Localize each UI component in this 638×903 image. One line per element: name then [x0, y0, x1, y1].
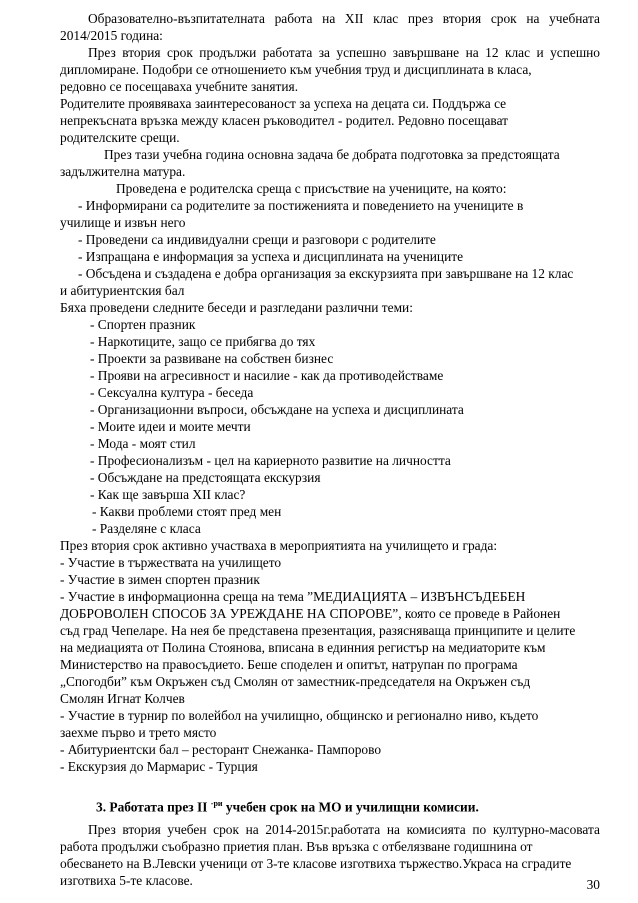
list-item: - Мода - моят стил	[90, 436, 196, 451]
list-item: ДОБРОВОЛЕН СПОСОБ ЗА УРЕЖДАНЕ НА СПОРОВЕ”, която се проведе в Районен	[60, 606, 561, 621]
list-item: - Организационни въпроси, обсъждане на успеха и дисциплината	[90, 402, 464, 417]
paragraph-line: - Проведени са индивидуални срещи и разговори с родителите	[78, 232, 436, 247]
list-item: - Обсъждане на предстоящата екскурзия	[90, 470, 321, 485]
paragraph-line: - Изпращана е информация за успеха и дисциплината на учениците	[78, 249, 464, 264]
paragraph-line: Родителите проявяваха заинтересованост за успеха на децата си. Поддържа се	[60, 96, 507, 111]
list-item: - Участие в зимен спортен празник	[60, 572, 260, 587]
section-heading-superscript: -ри	[210, 799, 223, 808]
list-item: - Проекти за развиване на собствен бизнес	[90, 351, 334, 366]
list-item: съд град Чепеларе. На нея бе представена презентация, разясняваща принципите и целите	[60, 623, 576, 638]
section-heading-text: 3. Работата през II	[96, 799, 208, 815]
list-item: - Абитуриентски бал – ресторант Снежанка- Пампорово	[60, 742, 382, 757]
paragraph-line: дипломиране. Подобри се отношението към учебния труд и дисциплината в класа,	[60, 62, 532, 77]
list-item: - Участие в турнир по волейбол на училищно, общинско и регионално ниво, където	[60, 708, 539, 723]
section-heading	[60, 795, 600, 815]
paragraph-line: и абитуриентския бал	[60, 283, 185, 298]
list-item: - Спортен празник	[90, 317, 196, 332]
paragraph-line: училище и извън него	[60, 215, 186, 230]
list-item: Министерство на правосъдието. Беше споделен и опитът, натрупан по програма	[60, 657, 518, 672]
list-item: - Професионализъм - цел на кариерното развитие на личността	[90, 453, 451, 468]
paragraph-line: родителските срещи.	[60, 130, 180, 145]
list-item: на медиацията от Полина Стоянова, вписана в единния регистър на медиаторите към	[60, 640, 546, 655]
activities-list	[60, 537, 600, 775]
paragraph-line: През втория срок продължи работата за успешно завършване на 12 клас и успешно	[88, 45, 600, 60]
list-item: - Сексуална култура - беседа	[90, 385, 254, 400]
paragraph-line: редовно се посещаваха учебните занятия.	[60, 79, 299, 94]
list-item: - Как ще завърша XII клас?	[90, 487, 246, 502]
paragraph-line: През втория учебен срок на 2014-2015г.работата на комисията по културно-масовата	[88, 822, 600, 837]
list-item: - Участие в тържествата на училището	[60, 555, 282, 570]
paragraph-line: Проведена е родителска среща с присъствие на учениците, на която:	[116, 181, 507, 196]
paragraph-line: През втория срок активно участваха в мероприятията на училището и града:	[60, 538, 498, 553]
list-item: - Какви проблеми стоят пред мен	[92, 504, 282, 519]
paragraph-line: Образователно-възпитателната работа на XII клас през втория срок на учебната	[88, 11, 600, 26]
paragraph-line: - Информирани са родителите за постиженията и поведението на учениците в	[78, 198, 524, 213]
section-heading-text-end: учебен срок на МО и училищни комисии.	[225, 799, 479, 815]
list-item: Смолян Игнат Колчев	[60, 691, 185, 706]
paragraph-line: През тази учебна година основна задача бе добрата подготовка за предстоящата	[104, 147, 560, 162]
paragraph-line: изготвиха 5-те класове.	[60, 873, 193, 888]
list-item: - Моите идеи и моите мечти	[90, 419, 251, 434]
paragraph-line: Бяха проведени следните беседи и разгледани различни теми:	[60, 300, 413, 315]
paragraph-line: работа продължи съобразно приетия план. Във връзка с отбелязване годишнина от	[60, 839, 533, 854]
paragraph-line: обесването на В.Левски ученици от 3-те класове изготвиха тържество.Украса на сградите	[60, 856, 572, 871]
list-item: - Участие в информационна среща на тема ”МЕДИАЦИЯТА – ИЗВЪНСЪДЕБЕН	[60, 589, 526, 604]
list-item: заехме първо и трето място	[60, 725, 217, 740]
topics-list	[60, 316, 600, 537]
paragraph-line: непрекъсната връзка между класен ръководител - родител. Редовно посещават	[60, 113, 509, 128]
paragraph-line: - Обсъдена и създадена е добра организация за екскурзията при завършване на 12 клас	[78, 266, 574, 281]
paragraph-line: 2014/2015 година:	[60, 28, 163, 43]
page-number: 30	[586, 877, 600, 892]
list-item: - Наркотиците, защо се прибягва до тях	[90, 334, 316, 349]
list-item: - Прояви на агресивност и насилие - как да противодействаме	[90, 368, 444, 383]
paragraph-line: задължителна матура.	[60, 164, 186, 179]
list-item: - Екскурзия до Мармарис - Турция	[60, 759, 258, 774]
list-item: „Спогодби” към Окръжен съд Смолян от заместник-председателя на Окръжен съд	[60, 674, 531, 689]
document-page	[60, 10, 600, 889]
list-item: - Разделяне с класа	[92, 521, 201, 536]
